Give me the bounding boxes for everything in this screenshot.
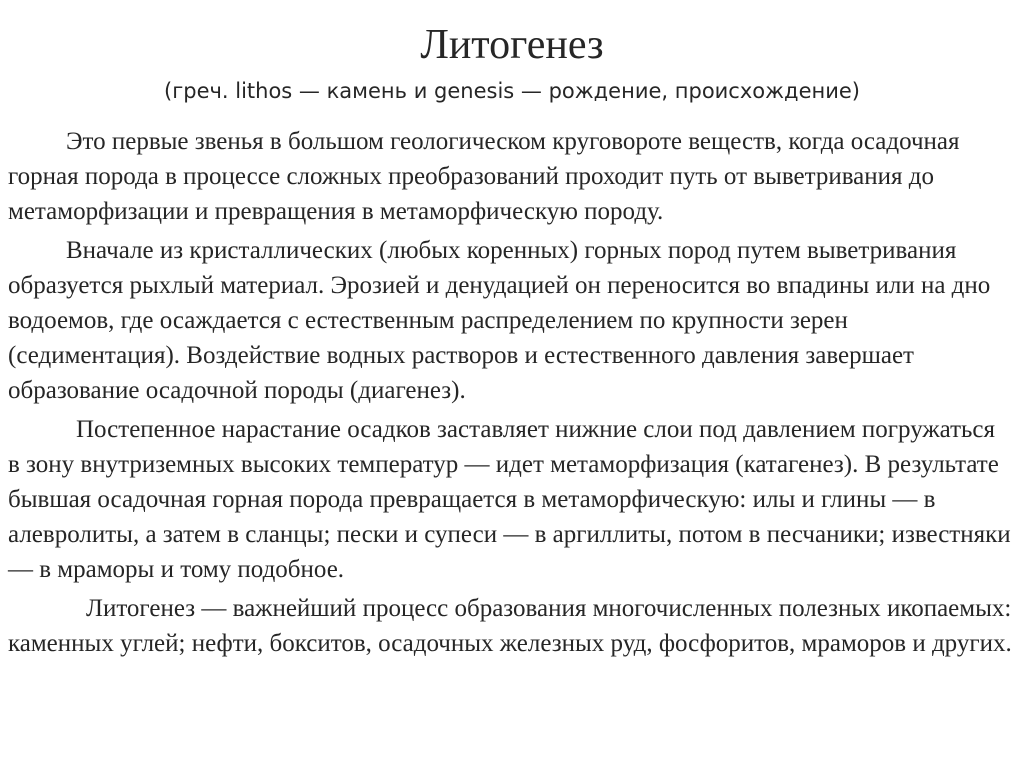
slide-body bbox=[8, 124, 1012, 665]
paragraph-intro: Это первые звенья в большом геологическом круговороте веществ, когда осадочная горная порода в процессе сложных преобразований проходит путь от выветривания до метаморфизации и превращения в метаморфическую породу. bbox=[8, 128, 960, 225]
slide-subtitle: (греч. lithos — камень и genesis — рождение, происхождение) bbox=[164, 79, 860, 103]
paragraph-minerals: Литогенез — важнейший процесс образования многочисленных полезных икопаемых: каменных углей; нефти, бокситов, осадочных железных руд, фосфоритов, мраморов и других. bbox=[8, 595, 1012, 657]
slide-title: Литогенез bbox=[420, 22, 604, 68]
paragraph-metamorphization: Постепенное нарастание осадков заставляет нижние слои под давлением погружаться в зону внутриземных высоких температур — идет метаморфизация (катагенез). В результате бывшая осадочная горная порода превращается в метаморфическую: илы и глины — в алевролиты, а затем в сланцы; пески и супеси — в аргиллиты, потом в песчаники; известняки — в мраморы и тому подобное. bbox=[8, 416, 1011, 583]
paragraph-sedimentation: Вначале из кристаллических (любых коренных) горных пород путем выветривания образуется рыхлый материал. Эрозией и денудацией он переносится во впадины или на дно водоемов, где осаждается с естественным распределением по крупности зерен (седиментация). Воздействие водных растворов и естественного давления завершает образование осадочной породы (диагенез). bbox=[8, 237, 991, 404]
